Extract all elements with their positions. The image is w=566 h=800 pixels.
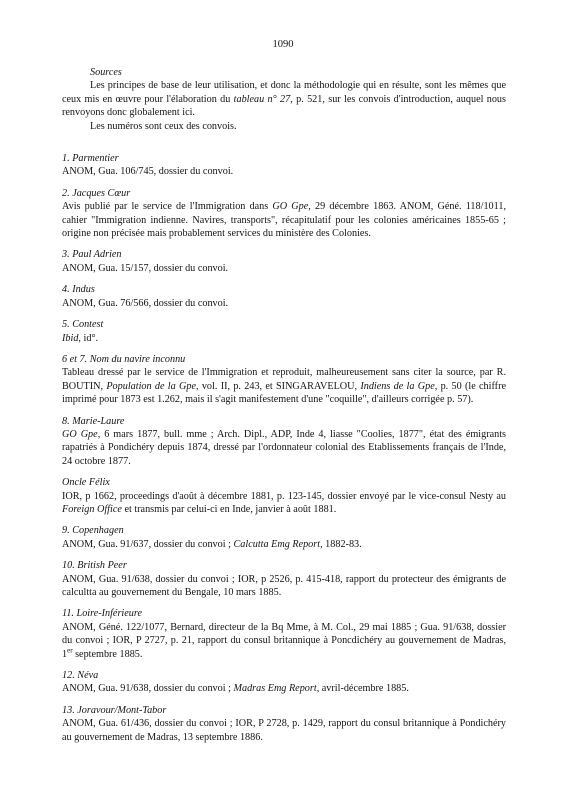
page-content	[62, 66, 506, 752]
source-entry	[62, 607, 506, 661]
entry-citation: Madras Emg Report	[233, 683, 317, 695]
entry-text-part: septembre 1885.	[72, 648, 143, 660]
source-entry	[62, 152, 506, 179]
source-entry	[62, 187, 506, 241]
entry-text: ANOM, Gua. 91/638, dossier du convoi ; IOR, p 2526, p. 415-418, rapport du protecteur des émigrants de calcultta au gouvernement du Bengale, 10 mars 1885.	[62, 573, 506, 598]
entry-citation: Population de la Gpe	[106, 380, 196, 392]
intro-text: , p. 521, sur les convois d'introduction, auquel nous renvoyons donc globalement ici.	[62, 93, 506, 119]
entry-text	[62, 200, 506, 240]
entry-title: 4. Indus	[62, 284, 95, 296]
entry-text	[62, 621, 506, 661]
entry-citation: Indiens de la Gpe	[360, 380, 435, 392]
entry-title: Oncle Félix	[62, 477, 110, 489]
entry-title: 6 et 7. Nom du navire inconnu	[62, 353, 186, 365]
entry-title: 2. Jacques Cœur	[62, 187, 131, 199]
intro-table-ref: tableau n° 27	[233, 93, 291, 105]
source-entry	[62, 318, 506, 345]
source-entry	[62, 353, 506, 407]
entry-text	[62, 490, 506, 517]
entry-text-part: , 1882-83.	[320, 538, 362, 550]
entry-text: ANOM, Gua. 61/436, dossier du convoi ; IOR, P 2728, p. 1429, rapport du consul britannique à Pondichéry au gouvernement de Madras, 13 septembre 1886.	[62, 718, 506, 743]
entry-text-part: Tableau dressé par le service de l'Immigration et reproduit, malheureusement sans citer la source, par R. BOUTIN,	[62, 367, 506, 392]
entry-title: 13. Joravour/Mont-Tabor	[62, 704, 167, 716]
intro-text: Les principes de base de leur utilisation, et donc la méthodologie qui en résulte, sont les mêmes que ceux mis en œuvre pour l'élaboration du	[62, 80, 506, 105]
entry-text-part: , avril-décembre 1885.	[316, 683, 409, 695]
entry-text	[62, 366, 506, 406]
entry-text	[62, 428, 506, 468]
entry-title: 5. Contest	[62, 319, 104, 331]
source-entry	[62, 415, 506, 469]
entry-text	[62, 538, 506, 551]
entry-text-part: Avis publié par le service de l'Immigration dans	[62, 201, 273, 213]
entry-title: 3. Paul Adrien	[62, 249, 122, 261]
entry-title: 11. Loire-Inférieure	[62, 608, 142, 620]
entry-text-part: ANOM, Gua. 91/637, dossier du convoi ;	[62, 538, 234, 550]
entry-citation: Foreign Office	[62, 503, 122, 515]
entry-text: ANOM, Gua. 15/157, dossier du convoi.	[62, 262, 229, 274]
entry-text-part: , p. 50 (le chiffre imprimé pour 1873 est 1.262, mais il s'agit manifestement d'une "coquille", d'ailleurs corrigée p. 57).	[62, 380, 506, 406]
source-entry	[62, 669, 506, 696]
source-entry	[62, 248, 506, 275]
source-entry	[62, 283, 506, 310]
source-entry	[62, 524, 506, 551]
entry-title: 8. Marie-Laure	[62, 415, 125, 427]
entry-text-part: et transmis par celui-ci en Inde, janvier à août 1881.	[121, 503, 337, 515]
entry-text-part: , vol. II, p. 243, et SINGARAVELOU,	[196, 380, 361, 392]
source-entry	[62, 559, 506, 599]
ordinal-superscript: er	[67, 646, 73, 655]
entry-title: 12. Néva	[62, 670, 99, 682]
entry-text-part: , 6 mars 1877, bull. mme ; Arch. Dipl., ADP, Inde 4, liasse "Coolies, 1877", état des émigrants rapatriés à Pondichéry depuis 1874, dressé par l'ordonnateur colonial des Etablissements français de l'Inde, 24 octobre 1877.	[62, 428, 507, 467]
entry-citation: Calcutta Emg Report	[233, 538, 321, 550]
entry-text: ANOM, Gua. 76/566, dossier du convoi.	[62, 297, 229, 309]
source-entry	[62, 476, 506, 516]
source-entry	[62, 704, 506, 744]
entry-text: ANOM, Gua. 106/745, dossier du convoi.	[62, 166, 234, 178]
entry-citation: GO Gpe	[272, 201, 309, 213]
entry-text-part: , id°.	[78, 332, 99, 344]
intro-paragraph	[62, 79, 506, 119]
page-number: 1090	[272, 39, 294, 50]
entry-citation: Ibid	[62, 332, 79, 344]
entry-title: 10. British Peer	[62, 560, 127, 572]
entry-text	[62, 332, 506, 345]
entry-text-part: ANOM, Gua. 91/638, dossier du convoi ;	[62, 683, 234, 695]
entry-title: 1. Parmentier	[62, 153, 119, 165]
entry-text	[62, 682, 506, 695]
sources-heading: Sources	[90, 67, 122, 78]
entry-text-part: IOR, p 1662, proceedings d'août à décembre 1881, p. 123-145, dossier envoyé par le vice-consul Nesty au	[62, 490, 506, 502]
entry-text-part: ANOM, Géné. 122/1077, Bernard, directeur de la Bq Mme, à M. Col., 29 mai 1885 ; Gua. 91/638, dossier du convoi ; IOR, P 2727, p. 21, rapport du consul britannique à Poncdichéry au gouvernement de Madras, 1	[62, 621, 506, 660]
entry-title: 9. Copenhagen	[62, 525, 124, 537]
intro-note: Les numéros sont ceux des convois.	[90, 120, 237, 132]
entry-text-part: , 29 décembre 1863. ANOM, Géné. 118/1011, cahier "Immigration indienne. Navires, transports", récapitulatif pour les colonies américaines 1855-65 ; origine non précisée mais probablement services du ministère des Colonies.	[62, 201, 506, 240]
entry-citation: GO Gpe	[62, 428, 98, 440]
